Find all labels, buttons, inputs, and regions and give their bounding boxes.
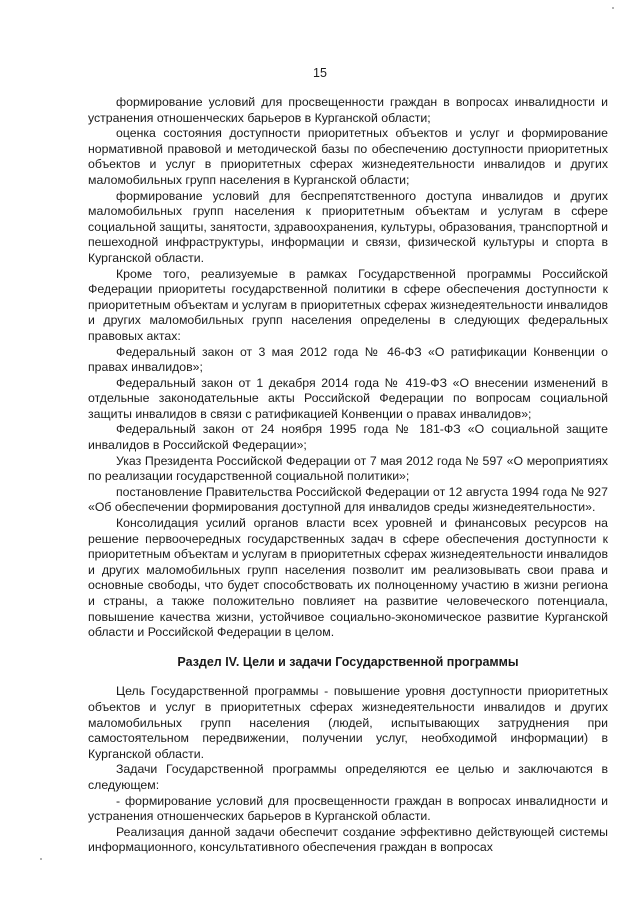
paragraph: Задачи Государственной программы определяются ее целью и заключаются в следующем: [88, 762, 608, 792]
scan-artifact [612, 7, 614, 9]
page-number: 15 [313, 66, 327, 80]
paragraph: Консолидация усилий органов власти всех уровней и финансовых ресурсов на решение первоочередных государственных задач в сфере обеспечения доступности к приоритетным объектам и услугам в приоритетных сферах жизнедеятельности инвалидов и других маломобильных групп населения позволит им реализовывать свои права и основные свободы, что будет способствовать их полноценному участию в жизни региона и страны, а также положительно повлияет на развитие человеческого потенциала, повышение качества жизни, устойчивое социально-экономическое развитие Курганской области и Российской Федерации в целом. [88, 516, 608, 640]
section-heading: Раздел IV. Цели и задачи Государственной программы [177, 654, 519, 669]
paragraph: Кроме того, реализуемые в рамках Государственной программы Российской Федерации приоритеты государственной политики в сфере обеспечения доступности к приоритетным объектам и услугам в приоритетных сферах жизнедеятельности инвалидов и других маломобильных групп населения определены в следующих федеральных правовых актах: [88, 266, 608, 343]
paragraph: оценка состояния доступности приоритетных объектов и услуг и формирование нормативной правовой и методической базы по обеспечению доступности приоритетных объектов и услуг в приоритетных сферах жизнедеятельности инвалидов и других маломобильных групп населения в Курганской области; [88, 126, 608, 187]
paragraph: - формирование условий для просвещенности граждан в вопросах инвалидности и устранения отношенческих барьеров в Курганской области. [88, 793, 608, 824]
paragraph: постановление Правительства Российской Федерации от 12 августа 1994 года № 927 «Об обеспечении формирования доступной для инвалидов среды жизнедеятельности». [88, 484, 608, 515]
paragraph: Федеральный закон от 1 декабря 2014 года № 419-ФЗ «О внесении изменений в отдельные законодательные акты Российской Федерации по вопросам социальной защиты инвалидов в связи с ратификацией Конвенции о правах инвалидов»; [88, 375, 608, 421]
scan-artifact [40, 858, 42, 860]
document-body [88, 95, 608, 856]
paragraph: Реализация данной задачи обеспечит создание эффективно действующей системы информационного, консультативного обеспечения граждан в вопросах [88, 824, 608, 855]
paragraph: Цель Государственной программы - повышение уровня доступности приоритетных объектов и услуг в приоритетных сферах жизнедеятельности инвалидов и других маломобильных групп населения (людей, испытывающих затруднения при самостоятельном передвижении, получении услуг, необходимой информации) в Курганской области. [88, 684, 608, 761]
paragraph: формирование условий для беспрепятственного доступа инвалидов и других маломобильных групп населения к приоритетным объектам и услугам в сфере социальной защиты, занятости, здравоохранения, культуры, образования, транспортной и пешеходной инфраструктуры, информации и связи, физической культуры и спорта в Курганской области. [88, 188, 608, 265]
paragraph: формирование условий для просвещенности граждан в вопросах инвалидности и устранения отношенческих барьеров в Курганской области; [88, 95, 608, 125]
paragraph: Указ Президента Российской Федерации от 7 мая 2012 года № 597 «О мероприятиях по реализации государственной социальной политики»; [88, 453, 608, 484]
paragraph: Федеральный закон от 3 мая 2012 года № 46-ФЗ «О ратификации Конвенции о правах инвалидов»; [88, 344, 608, 375]
paragraph: Федеральный закон от 24 ноября 1995 года № 181-ФЗ «О социальной защите инвалидов в Российской Федерации»; [88, 422, 608, 453]
